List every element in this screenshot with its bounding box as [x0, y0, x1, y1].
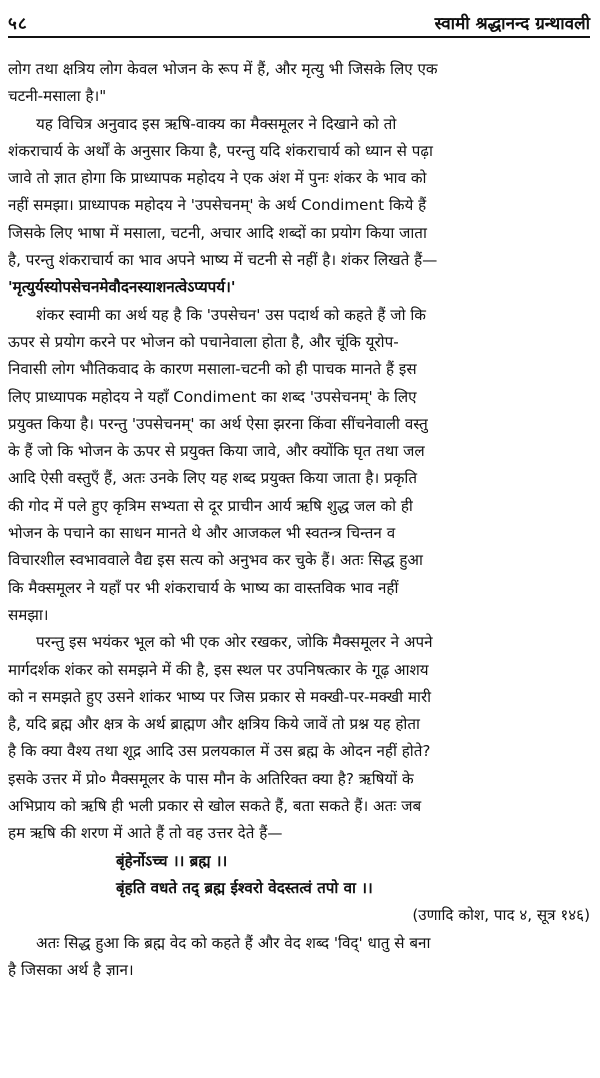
text-line: कि मैक्समूलर ने यहाँ पर भी शंकराचार्य के भाष्य का वास्तविक भाव नहीं: [8, 578, 399, 597]
text-line: है, परन्तु शंकराचार्य का भाव अपने भाष्य में चटनी से नहीं है। शंकर लिखते हैं—: [8, 251, 438, 270]
text-line: नहीं समझा। प्राध्यापक महोदय ने 'उपसेचनम्' के अर्थ Condiment किये हैं: [8, 196, 427, 215]
citation: (उणादि कोश, पाद ४, सूत्र १४६): [412, 906, 590, 925]
text-line: जिसके लिए भाषा में मसाला, चटनी, अचार आदि शब्दों का प्रयोग किया जाता: [8, 223, 427, 242]
text-line: ऊपर से प्रयोग करने पर भोजन को पचानेवाला होता है, और चूंकि यूरोप-: [8, 332, 399, 351]
verse-line: बृंहति वधते तद् ब्रह्म ईश्वरो वेदस्तत्वं तपो वा ।।: [116, 878, 373, 897]
paragraph: [8, 629, 590, 847]
paragraph: [8, 302, 590, 630]
page-body: [8, 56, 590, 984]
verse-line: बृंहेर्नोऽच्च ।। ब्रह्म ।।: [116, 851, 228, 870]
paragraph: [8, 930, 590, 985]
text-line: यह विचित्र अनुवाद इस ऋषि-वाक्य का मैक्समूलर ने दिखाने को तो: [36, 114, 397, 133]
text-line: शंकराचार्य के अर्थों के अनुसार किया है, परन्तु यदि शंकराचार्य को ध्यान से पढ़ा: [8, 141, 433, 160]
text-line: लोग तथा क्षत्रिय लोग केवल भोजन के रूप में हैं, और मृत्यु भी जिसके लिए एक: [8, 60, 438, 78]
page-header: [8, 4, 590, 38]
text-line: है कि क्या वैश्य तथा शूद्र आदि उस प्रलयकाल में उस ब्रह्म के ओदन नहीं होते?: [8, 742, 431, 761]
text-line: है, यदि ब्रह्म और क्षत्र के अर्थ ब्राह्मण और क्षत्रिय किये जावें तो प्रश्न यह होता: [8, 715, 420, 734]
text-line: समझा।: [8, 605, 49, 624]
text-line: हम ऋषि की शरण में आते हैं तो वह उत्तर देते हैं—: [8, 824, 283, 843]
text-line: शंकर स्वामी का अर्थ यह है कि 'उपसेचन' उस पदार्थ को कहते हैं जो कि: [36, 305, 426, 324]
text-line: चटनी-मसाला है।": [8, 87, 107, 106]
text-line: लिए प्राध्यापक महोदय ने यहाँ Condiment का शब्द 'उपसेचनम्' के लिए: [8, 387, 417, 406]
text-line: भोजन के पचाने का साधन मानते थे और आजकल भी स्वतन्त्र चिन्तन व: [8, 524, 396, 543]
text-line: आदि ऐसी वस्तुएँ हैं, अतः उनके लिए यह शब्द प्रयुक्त किया जाता है। प्रकृति: [8, 469, 417, 488]
text-line: को न समझते हुए उसने शांकर भाष्य पर जिस प्रकार से मक्खी-पर-मक्खी मारी: [8, 687, 432, 706]
paragraph: [8, 111, 590, 302]
text-line: की गोद में पले हुए कृत्रिम सभ्यता से दूर प्राचीन आर्य ऋषि शुद्ध जल को ही: [8, 496, 413, 515]
text-line: विचारशील स्वभाववाले वैद्य इस सत्य को अनुभव कर चुके हैं। अतः सिद्ध हुआ: [8, 551, 423, 570]
text-line: निवासी लोग भौतिकवाद के कारण मसाला-चटनी को ही पाचक मानते हैं इस: [8, 360, 417, 379]
text-line: प्रयुक्त किया है। परन्तु 'उपसेचनम्' का अर्थ ऐसा झरना किंवा सींचनेवाली वस्तु: [8, 414, 428, 433]
text-line: अतः सिद्ध हुआ कि ब्रह्म वेद को कहते हैं और वेद शब्द 'विद्' धातु से बना: [36, 933, 431, 952]
paragraph: [8, 56, 590, 111]
text-line: के हैं जो कि भोजन के ऊपर से प्रयुक्त किया जावे, और क्योंकि घृत तथा जल: [8, 442, 425, 461]
quoted-sanskrit-line: 'मृत्युर्यस्योपसेचनमेवौदनस्याशनत्वेऽप्यपर्य।': [8, 278, 236, 297]
text-line: परन्तु इस भयंकर भूल को भी एक ओर रखकर, जोकि मैक्समूलर ने अपने: [36, 633, 433, 652]
text-line: है जिसका अर्थ है ज्ञान।: [8, 960, 134, 979]
text-line: जावे तो ज्ञात होगा कि प्राध्यापक महोदय ने एक अंश में पुनः शंकर के भाव को: [8, 169, 427, 188]
text-line: मार्गदर्शक शंकर को समझने में की है, इस स्थल पर उपनिषत्कार के गूढ़ आशय: [8, 660, 429, 679]
book-title: स्वामी श्रद्धानन्द ग्रन्थावली: [434, 14, 590, 34]
text-line: अभिप्राय को ऋषि ही भली प्रकार से खोल सकते हैं, बता सकते हैं। अतः जब: [8, 797, 422, 816]
page-number: ५८: [8, 14, 28, 34]
verse-block: [8, 848, 590, 903]
text-line: इसके उत्तर में प्रो० मैक्समूलर के पास मौन के अतिरिक्त क्या है? ऋषियों के: [8, 769, 414, 788]
